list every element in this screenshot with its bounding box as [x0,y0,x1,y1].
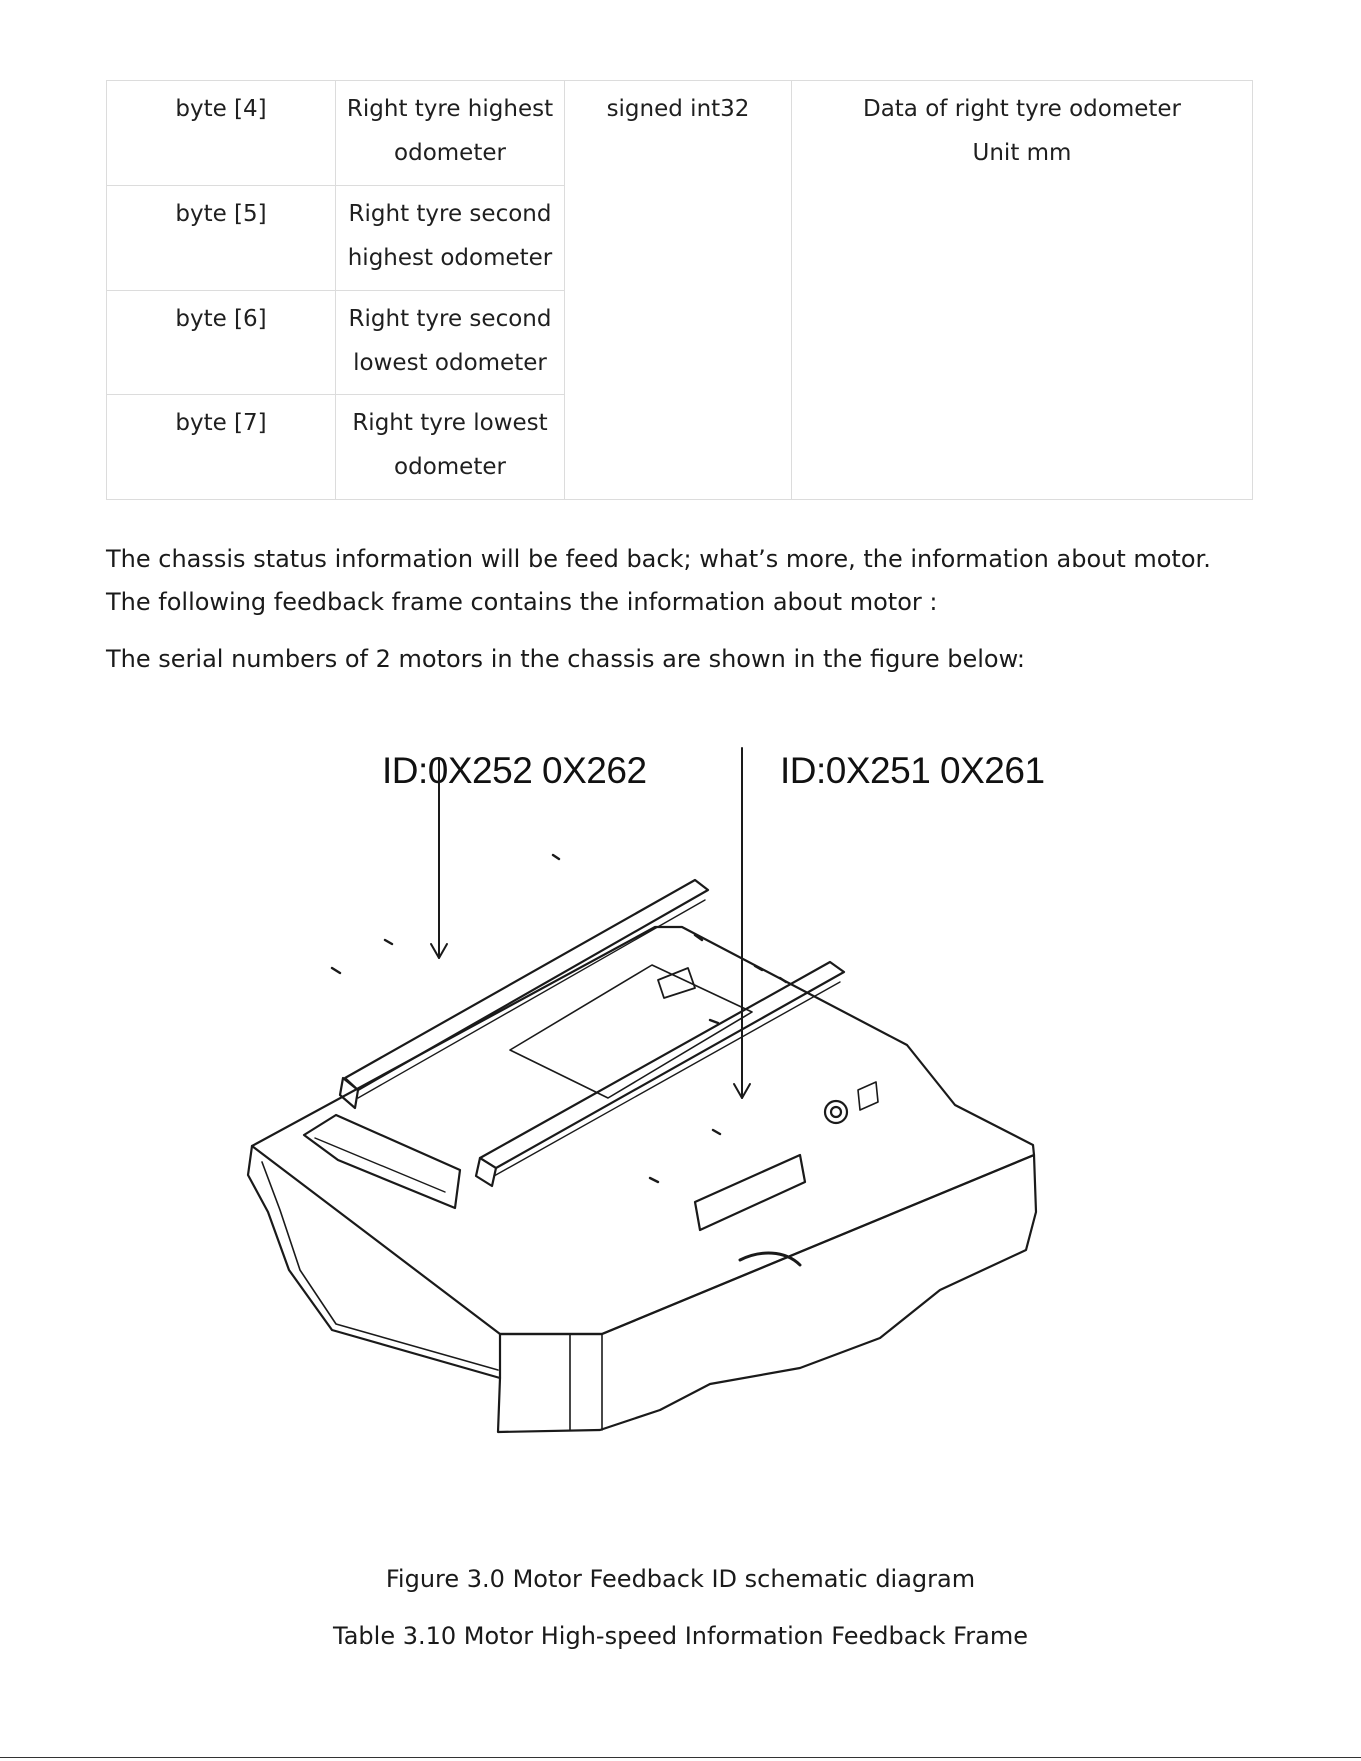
name-line: Right tyre lowest [352,410,548,437]
side-window [695,1155,805,1230]
name-line: odometer [394,140,506,166]
byte-cell [107,290,336,395]
table-caption: Table 3.10 Motor High-speed Information Feedback Frame [333,1622,1028,1650]
name-line: Right tyre highest [346,96,554,122]
name-cell [336,81,565,186]
intro-paragraph: The chassis status information will be feed back; what’s more, the information about motor. The following feedback frame contains the information about motor : [106,545,1211,616]
byte-cell [107,185,336,290]
page-bottom-rule [0,1757,1361,1758]
connector-port [825,1101,847,1123]
byte-label: byte [6] [175,305,267,332]
name-cell [336,395,565,500]
front-window [304,1115,460,1208]
byte-label: byte [5] [175,200,267,227]
chassis-left-face [248,1146,500,1378]
name-line: Right tyre second [348,200,552,227]
chassis-right-face [498,1155,1036,1432]
right-motor-id-label: ID:0X251 0X261 [780,750,1045,791]
motor-serial-paragraph: The serial numbers of 2 motors in the chassis are shown in the figure below: [106,645,1026,673]
name-cell [336,185,565,290]
byte-label: byte [4] [175,96,267,122]
byte-label: byte [7] [175,410,267,437]
byte-cell [107,81,336,186]
name-line: lowest odometer [353,349,547,376]
name-line: odometer [394,454,506,481]
motor-id-figure [240,730,1120,1490]
name-cell [336,290,565,395]
description-cell [792,81,1253,500]
name-line: Right tyre second [348,305,552,332]
chassis-drawing [240,730,1120,1490]
left-motor-id-label: ID:0X252 0X262 [382,750,647,791]
name-line: highest odometer [347,244,553,271]
figure-caption: Figure 3.0 Motor Feedback ID schematic diagram [385,1565,976,1593]
byte-cell [107,395,336,500]
odometer-table [106,80,1253,500]
unit-line: Unit mm [972,140,1072,166]
table-row [107,81,1253,186]
description-line: Data of right tyre odometer [862,96,1182,122]
type-label: signed int32 [606,96,750,122]
type-cell [565,81,792,500]
